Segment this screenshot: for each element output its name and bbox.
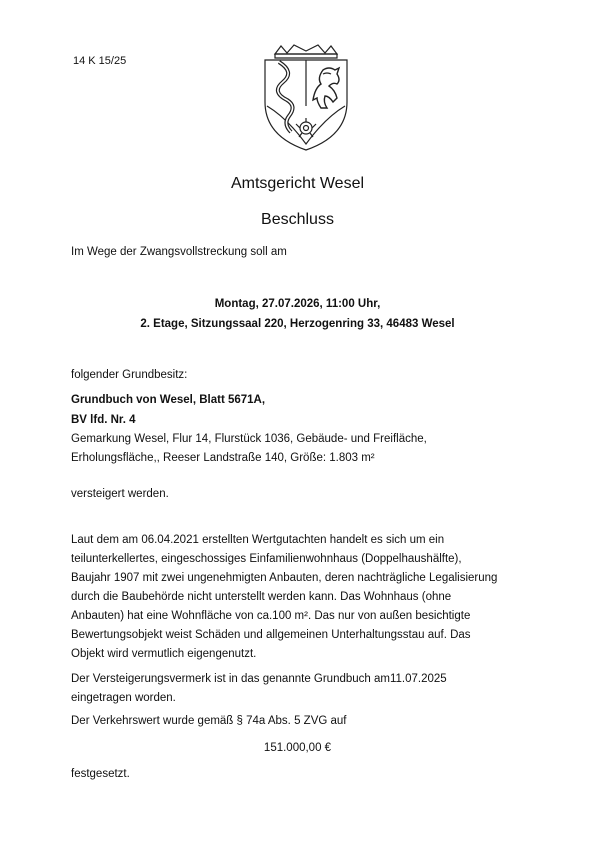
appointment-date: Montag, 27.07.2026, 11:00 Uhr, xyxy=(214,298,381,310)
nrw-coat-of-arms-icon xyxy=(257,44,355,152)
closing-text: festgesetzt. xyxy=(71,768,130,780)
property-intro: folgender Grundbesitz: xyxy=(71,369,188,381)
property-description-1: Gemarkung Wesel, Flur 14, Flurstück 1036, Gebäude- und Freifläche, xyxy=(71,433,427,445)
auction-note: versteigert werden. xyxy=(71,488,169,500)
document-title: Beschluss xyxy=(261,211,334,228)
intro-text: Im Wege der Zwangsvollstreckung soll am xyxy=(71,246,287,258)
appraisal-line: durch die Baubehörde nicht unterstellt werden kann. Das Wohnhaus (ohne xyxy=(71,591,452,603)
appraisal-line: Anbauten) hat eine Wohnfläche von ca.100 m². Das nur von außen besichtigte xyxy=(71,610,471,622)
property-description-2: Erholungsfläche,, Reeser Landstraße 140, Größe: 1.803 m² xyxy=(71,452,375,464)
registration-line: eingetragen worden. xyxy=(71,692,176,704)
appraisal-line: Baujahr 1907 mit zwei ungenehmigten Anbauten, deren nachträgliche Legalisierung xyxy=(71,572,498,584)
value-amount: 151.000,00 € xyxy=(263,742,332,754)
appraisal-line: Bewertungsobjekt weist Schäden und allgemeinen Unterhaltungsstau auf. Das xyxy=(71,629,471,641)
registration-line: Der Versteigerungsvermerk ist in das genannte Grundbuch am11.07.2025 xyxy=(71,673,447,685)
property-register: Grundbuch von Wesel, Blatt 5671A, xyxy=(71,394,266,406)
property-entry: BV lfd. Nr. 4 xyxy=(71,414,136,426)
appraisal-line: Objekt wird vermutlich eigengenutzt. xyxy=(71,648,257,660)
appraisal-line: teilunterkellertes, eingeschossiges Einfamilienwohnhaus (Doppelhaushälfte), xyxy=(71,553,462,565)
value-intro: Der Verkehrswert wurde gemäß § 74a Abs. 5 ZVG auf xyxy=(71,715,347,727)
case-number: 14 K 15/25 xyxy=(73,55,127,67)
court-name: Amtsgericht Wesel xyxy=(230,175,365,192)
appointment-location: 2. Etage, Sitzungssaal 220, Herzogenring 33, 46483 Wesel xyxy=(140,318,455,330)
appraisal-line: Laut dem am 06.04.2021 erstellten Wertgutachten handelt es sich um ein xyxy=(71,534,445,546)
